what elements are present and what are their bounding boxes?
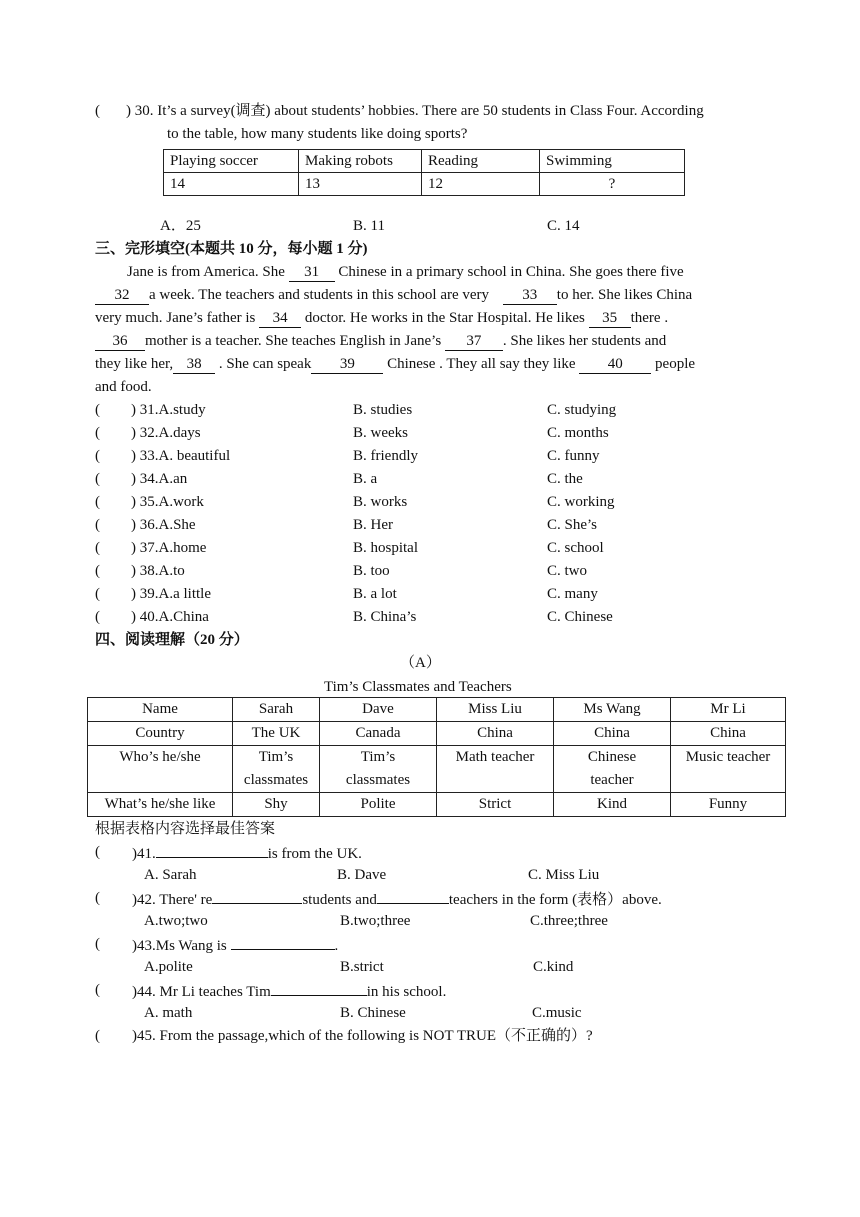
table-header: Name bbox=[88, 698, 233, 722]
table-cell: What’s he/she like bbox=[88, 793, 233, 817]
option-b: B. Dave bbox=[337, 867, 387, 883]
table-cell: Math teacher bbox=[437, 746, 554, 793]
question-stem: ) 31.A.study bbox=[131, 402, 206, 418]
blank-36: 36 bbox=[95, 333, 145, 351]
question-stem: )45. From the passage,which of the following is NOT TRUE（不正确的）? bbox=[132, 1028, 593, 1044]
answer-paren: ( bbox=[95, 890, 100, 906]
table-cell: ? bbox=[540, 173, 685, 196]
option-c: C. Chinese bbox=[547, 609, 613, 625]
table-cell: The UK bbox=[233, 722, 320, 746]
passage-line: Jane is from America. She 31 Chinese in a primary school in China. She goes there five bbox=[127, 264, 684, 280]
answer-paren: ( bbox=[95, 936, 100, 952]
passage-line: 36 mother is a teacher. She teaches English in Jane’s 37 . She likes her students and bbox=[95, 331, 666, 351]
passage-line: and food. bbox=[95, 379, 152, 395]
table-header: Miss Liu bbox=[437, 698, 554, 722]
option-c: C. She’s bbox=[547, 517, 598, 533]
blank-33: 33 bbox=[503, 287, 557, 305]
blank-40: 40 bbox=[579, 356, 651, 374]
answer-paren: ( bbox=[95, 1028, 100, 1044]
answer-blank bbox=[377, 888, 449, 904]
question-stem: ) 36.A.She bbox=[131, 517, 196, 533]
blank-34: 34 bbox=[259, 310, 301, 328]
table-cell: Funny bbox=[671, 793, 786, 817]
table-header: Ms Wang bbox=[554, 698, 671, 722]
question-stem: ) 37.A.home bbox=[131, 540, 207, 556]
table-cell: China bbox=[437, 722, 554, 746]
question-stem: )43.Ms Wang is . bbox=[132, 934, 338, 956]
question-stem: ) 38.A.to bbox=[131, 563, 185, 579]
answer-blank bbox=[212, 888, 302, 904]
question-stem: ) 33.A. beautiful bbox=[131, 448, 231, 464]
option-b: B. too bbox=[353, 563, 390, 579]
table-cell: Tim’s classmates bbox=[320, 746, 437, 793]
blank-38: 38 bbox=[173, 356, 215, 374]
answer-paren: ( bbox=[95, 448, 100, 464]
blank-35: 35 bbox=[589, 310, 631, 328]
answer-paren: ( bbox=[95, 103, 100, 119]
table-cell: China bbox=[671, 722, 786, 746]
answer-paren: ( bbox=[95, 517, 100, 533]
q30-stem-cont: to the table, how many students like doing sports? bbox=[167, 126, 468, 142]
option-c: C. studying bbox=[547, 402, 617, 418]
question-stem: ) 32.A.days bbox=[131, 425, 201, 441]
passage-line: they like her, 38 . She can speak 39 Chinese . They all say they like 40 people bbox=[95, 356, 696, 372]
option-b: B.two;three bbox=[340, 913, 411, 929]
option-b: B. China’s bbox=[353, 609, 417, 625]
classmates-table bbox=[87, 697, 786, 817]
option-c: C. funny bbox=[547, 448, 600, 464]
question-stem: ) 35.A.work bbox=[131, 494, 204, 510]
answer-paren: ( bbox=[95, 425, 100, 441]
answer-paren: ( bbox=[95, 586, 100, 602]
answer-paren: ( bbox=[95, 494, 100, 510]
option-b: B. weeks bbox=[353, 425, 408, 441]
answer-paren: ( bbox=[95, 609, 100, 625]
option-c: C. months bbox=[547, 425, 609, 441]
option-c: C.music bbox=[532, 1005, 582, 1021]
option-c: C. many bbox=[547, 586, 598, 602]
part-label: （A） bbox=[400, 655, 441, 671]
option-a: A. Sarah bbox=[144, 867, 197, 883]
option-b: B.strict bbox=[340, 959, 384, 975]
table-header: Making robots bbox=[299, 150, 422, 173]
answer-blank bbox=[156, 842, 268, 858]
question-stem: )42. There' re students and teachers in the form (表格）above. bbox=[132, 888, 662, 910]
table-cell: Strict bbox=[437, 793, 554, 817]
option-b: B. Her bbox=[353, 517, 393, 533]
option-b: B. a lot bbox=[353, 586, 397, 602]
option-b: B. studies bbox=[353, 402, 413, 418]
option-b: B. friendly bbox=[353, 448, 418, 464]
blank-31: 31 bbox=[289, 264, 335, 282]
table-cell: Chinese teacher bbox=[554, 746, 671, 793]
table-header: Sarah bbox=[233, 698, 320, 722]
table-cell: Tim’s classmates bbox=[233, 746, 320, 793]
q30-stem: ) 30. It’s a survey(调查) about students’ hobbies. There are 50 students in Class Four. According bbox=[126, 103, 704, 119]
option-c: C. two bbox=[547, 563, 588, 579]
table-header: Reading bbox=[422, 150, 540, 173]
answer-paren: ( bbox=[95, 844, 100, 860]
table-cell: Country bbox=[88, 722, 233, 746]
answer-paren: ( bbox=[95, 540, 100, 556]
table-cell: 12 bbox=[422, 173, 540, 196]
question-stem: ) 40.A.China bbox=[131, 609, 209, 625]
option-a: A．25 bbox=[160, 218, 201, 234]
table-header: Mr Li bbox=[671, 698, 786, 722]
option-b: B. hospital bbox=[353, 540, 419, 556]
question-stem: )44. Mr Li teaches Tim in his school. bbox=[132, 980, 446, 1002]
option-b: B. a bbox=[353, 471, 378, 487]
section-title: 四、阅读理解（20 分） bbox=[95, 632, 249, 648]
option-c: C. Miss Liu bbox=[528, 867, 600, 883]
table-cell: Polite bbox=[320, 793, 437, 817]
option-c: C. working bbox=[547, 494, 615, 510]
blank-39: 39 bbox=[311, 356, 383, 374]
option-a: A.two;two bbox=[144, 913, 208, 929]
table-header: Dave bbox=[320, 698, 437, 722]
table-cell: Who’s he/she bbox=[88, 746, 233, 793]
question-stem: ) 39.A.a little bbox=[131, 586, 211, 602]
option-a: A.polite bbox=[144, 959, 193, 975]
answer-blank bbox=[271, 980, 367, 996]
table-cell: Shy bbox=[233, 793, 320, 817]
blank-32: 32 bbox=[95, 287, 149, 305]
table-cell: Canada bbox=[320, 722, 437, 746]
hobbies-table bbox=[163, 149, 685, 196]
table-cell: 13 bbox=[299, 173, 422, 196]
question-stem: ) 34.A.an bbox=[131, 471, 188, 487]
option-c: C.kind bbox=[533, 959, 574, 975]
answer-paren: ( bbox=[95, 402, 100, 418]
table-header: Swimming bbox=[540, 150, 685, 173]
option-c: C. the bbox=[547, 471, 583, 487]
option-c: C. school bbox=[547, 540, 604, 556]
option-c: C.three;three bbox=[530, 913, 608, 929]
option-a: A. math bbox=[144, 1005, 193, 1021]
passage-line: very much. Jane’s father is 34 doctor. He works in the Star Hospital. He likes 35 there . bbox=[95, 310, 669, 326]
option-b: B. Chinese bbox=[340, 1005, 406, 1021]
answer-blank bbox=[231, 934, 335, 950]
passage-line: 32 a week. The teachers and students in this school are very 33 to her. She likes China bbox=[95, 285, 692, 305]
option-b: B. 11 bbox=[353, 218, 385, 234]
table-title: Tim’s Classmates and Teachers bbox=[324, 679, 512, 695]
table-cell: China bbox=[554, 722, 671, 746]
section-title: 三、完形填空(本题共 10 分，每小题 1 分) bbox=[95, 241, 368, 257]
option-b: B. works bbox=[353, 494, 408, 510]
question-stem: )41. is from the UK. bbox=[132, 842, 362, 864]
table-cell: Music teacher bbox=[671, 746, 786, 793]
table-cell: 14 bbox=[164, 173, 299, 196]
table-cell: Kind bbox=[554, 793, 671, 817]
instruction: 根据表格内容选择最佳答案 bbox=[95, 821, 276, 837]
blank-37: 37 bbox=[445, 333, 503, 351]
answer-paren: ( bbox=[95, 471, 100, 487]
answer-paren: ( bbox=[95, 982, 100, 998]
answer-paren: ( bbox=[95, 563, 100, 579]
option-c: C. 14 bbox=[547, 218, 580, 234]
table-header: Playing soccer bbox=[164, 150, 299, 173]
